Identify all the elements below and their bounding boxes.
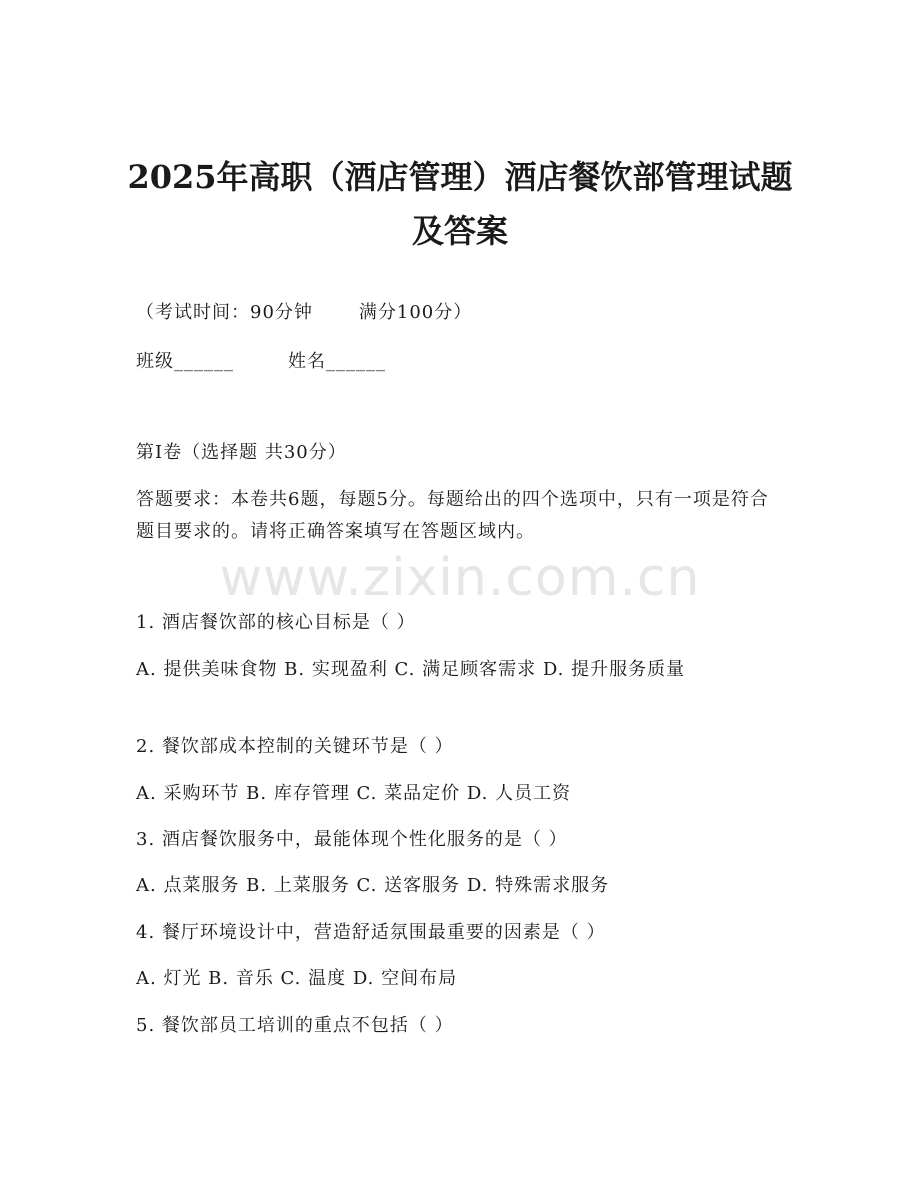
name-field: 姓名______	[288, 351, 386, 372]
question-1-options: A. 提供美味食物 B. 实现盈利 C. 满足顾客需求 D. 提升服务质量	[136, 659, 686, 680]
class-field: 班级______	[136, 351, 234, 372]
question-3-stem: 3. 酒店餐饮服务中，最能体现个性化服务的是（ ）	[136, 829, 568, 850]
answer-instructions: 答题要求：本卷共6题，每题5分。每题给出的四个选项中，只有一项是符合题目要求的。请将正确答案填写在答题区域内。	[136, 489, 769, 542]
exam-info	[136, 297, 472, 329]
question-4-stem: 4. 餐厅环境设计中，营造舒适氛围最重要的因素是（ ）	[136, 922, 606, 943]
question-2-stem: 2. 餐饮部成本控制的关键环节是（ ）	[136, 736, 454, 757]
question-2-options: A. 采购环节 B. 库存管理 C. 菜品定价 D. 人员工资	[136, 783, 572, 804]
watermark: www.zixin.com.cn	[219, 548, 701, 608]
exam-score: 满分100分）	[358, 302, 473, 323]
document-title: 2025年高职（酒店管理）酒店餐饮部管理试题及答案	[127, 158, 793, 250]
question-3-options: A. 点菜服务 B. 上菜服务 C. 送客服务 D. 特殊需求服务	[136, 875, 610, 896]
section-heading: 第I卷（选择题 共30分）	[136, 442, 347, 463]
question-4-options: A. 灯光 B. 音乐 C. 温度 D. 空间布局	[136, 968, 458, 989]
question-5-stem: 5. 餐饮部员工培训的重点不包括（ ）	[136, 1015, 454, 1036]
exam-time: （考试时间：90分钟	[136, 302, 313, 323]
student-info	[136, 346, 386, 378]
question-1-stem: 1. 酒店餐饮部的核心目标是（ ）	[136, 612, 416, 633]
